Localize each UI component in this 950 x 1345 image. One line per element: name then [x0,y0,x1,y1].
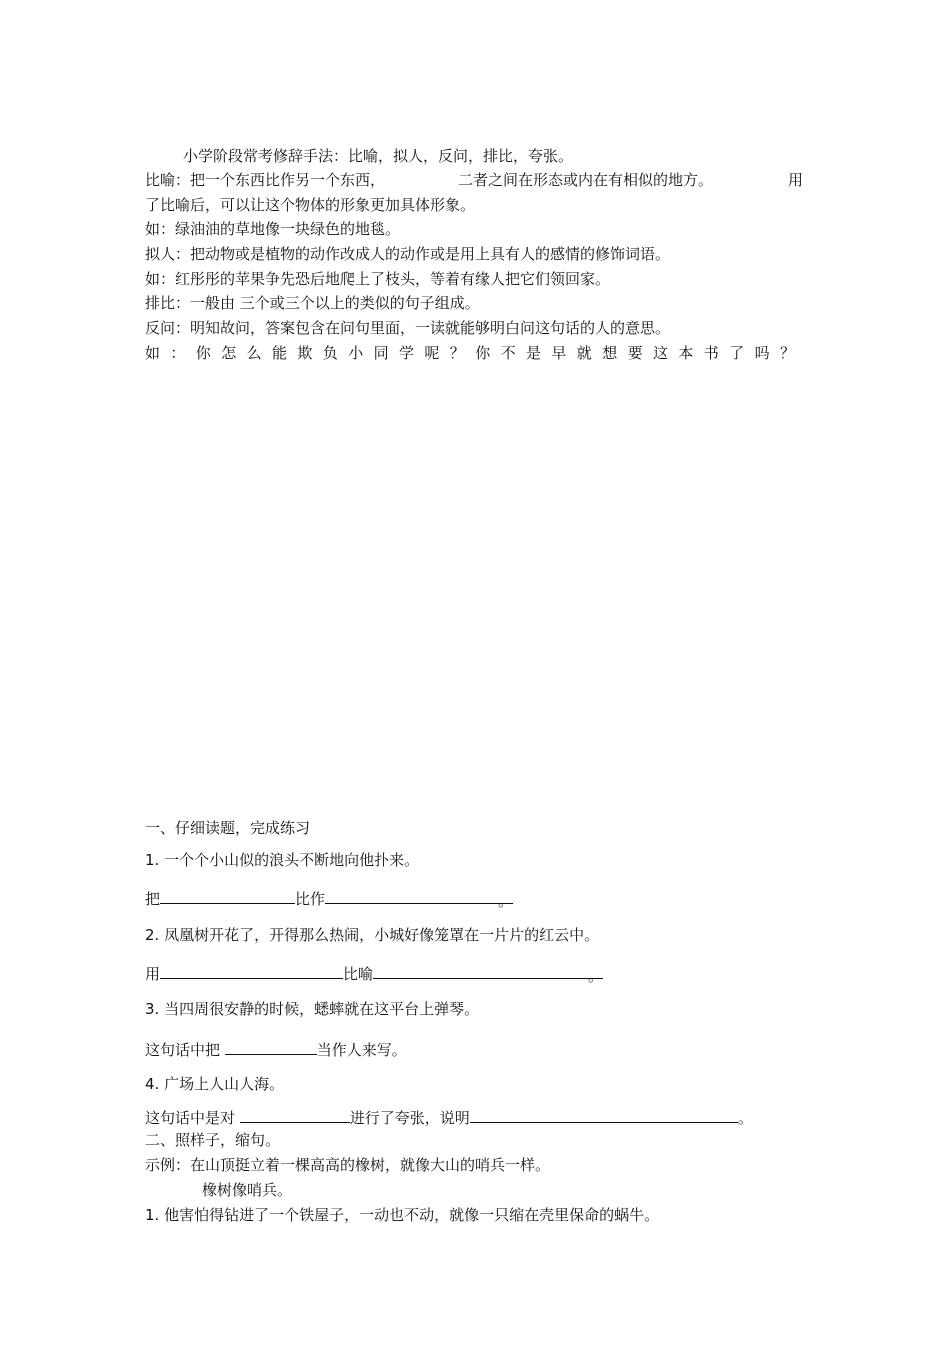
personification-example: 如：红彤彤的苹果争先恐后地爬上了枝头，等着有缘人把它们领回家。 [145,270,611,288]
q1-prefix: 把 [145,890,161,908]
q4-answer-line [145,1106,753,1128]
section1-title: 一、仔细读题，完成练习 [145,819,311,837]
q4-blank-1[interactable] [240,1106,350,1123]
metaphor-example: 如：绿油油的草地像一块绿色的地毯。 [145,220,401,238]
rhetorical-question-example: 如：你怎么能欺负小同学呢？你不是早就想要这本书了吗？ [145,344,806,362]
q2-sentence: 2. 凤凰树开花了，开得那么热闹，小城好像笼罩在一片片的红云中。 [145,926,600,944]
section2-q1: 1. 他害怕得钻进了一个铁屋子，一动也不动，就像一只缩在壳里保命的蜗牛。 [145,1206,660,1224]
section2-example-answer: 橡树像哨兵。 [202,1181,293,1199]
notes-heading: 小学阶段常考修辞手法：比喻，拟人，反问，排比，夸张。 [183,147,574,165]
q2-blank-1[interactable] [160,962,343,979]
q2-answer-line [145,962,603,984]
q1-blank-2[interactable] [325,887,514,910]
q4-prefix: 这句话中是对 [145,1109,236,1127]
q3-blank[interactable] [225,1038,317,1055]
metaphor-definition-part-c: 用 [788,171,804,189]
q2-prefix: 用 [145,965,161,983]
q3-sentence: 3. 当四周很安静的时候，蟋蟀就在这平台上弹琴。 [145,1000,480,1018]
parallelism-definition: 排比：一般由 三个或三个以上的类似的句子组成。 [145,294,480,312]
rhetorical-question-definition: 反问：明知故问，答案包含在问句里面，一读就能够明白问这句话的人的意思。 [145,319,671,337]
q3-prefix: 这句话中把 [145,1041,221,1059]
q1-sentence: 1. 一个个小山似的浪头不断地向他扑来。 [145,851,420,869]
q2-end-mark: 。 [588,967,604,985]
q4-end-mark: 。 [737,1109,753,1127]
metaphor-definition-part-b: 二者之间在形态或内在有相似的地方。 [458,171,714,189]
q1-middle: 比作 [295,890,326,908]
metaphor-definition-part-d: 了比喻后，可以让这个物体的形象更加具体形象。 [145,196,476,214]
q4-blank-2[interactable] [470,1106,738,1123]
metaphor-definition-part-a: 比喻：把一个东西比作另一个东西， [145,171,386,189]
q3-answer-line [145,1038,407,1060]
q1-blank-1[interactable] [160,887,295,904]
q4-sentence: 4. 广场上人山人海。 [145,1075,285,1093]
section2-example: 示例：在山顶挺立着一棵高高的橡树，就像大山的哨兵一样。 [145,1156,551,1174]
section2-title: 二、照样子，缩句。 [145,1131,281,1149]
q4-middle: 进行了夸张，说明 [349,1109,470,1127]
q3-suffix: 当作人来写。 [316,1041,407,1059]
q2-blank-2[interactable] [373,962,604,985]
q1-answer-line [145,887,513,909]
personification-definition: 拟人：把动物或是植物的动作改成人的动作或是用上具有人的感情的修饰词语。 [145,245,671,263]
q1-end-mark: 。 [498,892,514,910]
q2-middle: 比喻 [343,965,374,983]
